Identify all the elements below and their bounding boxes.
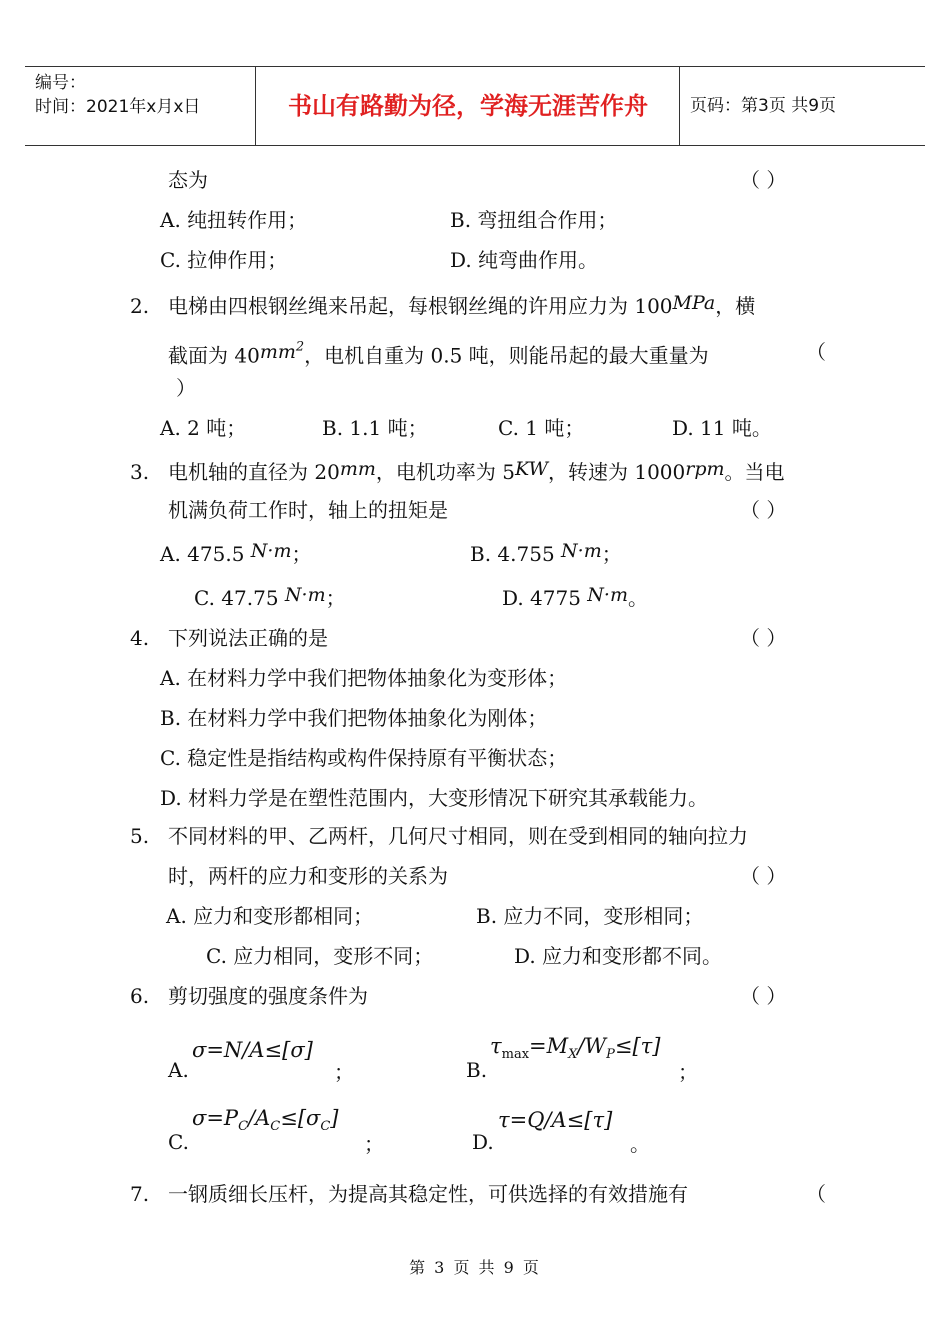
option-value: B. 4.755	[470, 542, 555, 566]
q2-text: ，横	[715, 294, 756, 318]
time-label: 时间：2021年x月x日	[35, 97, 201, 117]
page-header	[25, 66, 925, 146]
q2-option-b: B. 1.1 吨；	[322, 416, 428, 440]
q3-option-b	[470, 540, 622, 569]
q2-unit-mm2	[260, 341, 304, 363]
q1-option-b: B. 弯扭组合作用；	[450, 208, 618, 232]
q1-option-c: C. 拉伸作用；	[160, 248, 288, 272]
unit-text: mm	[259, 341, 296, 364]
q6-separator: ；	[678, 1060, 698, 1084]
q5-line1: 不同材料的甲、乙两杆，几何尺寸相同，则在受到相同的轴向拉力	[168, 824, 748, 848]
q6-separator: ；	[364, 1132, 384, 1156]
q6-option-d-formula: τ=Q/A≤[τ]	[498, 1108, 613, 1132]
q6-answer-paren: （ ）	[740, 984, 787, 1008]
unit-exponent: 2	[295, 340, 305, 355]
header-divider	[679, 67, 680, 145]
q4-option-c: C. 稳定性是指结构或构件保持原有平衡状态；	[160, 746, 568, 770]
separator: ；	[601, 542, 622, 566]
q4-option-a: A. 在材料力学中我们把物体抽象化为变形体；	[160, 666, 568, 690]
option-value: A. 475.5	[160, 542, 245, 566]
q5-option-d: D. 应力和变形都不同。	[514, 944, 723, 968]
q2-text: ，电机自重为 0.5 吨，则能吊起的最大重量为	[304, 343, 709, 368]
q2-line2	[168, 338, 709, 370]
q7-number: 7.	[130, 1182, 150, 1206]
header-page-label: 页码：第3页 共9页	[690, 96, 837, 116]
unit-nm: N·m	[250, 540, 292, 562]
q6-option-c-label: C.	[168, 1130, 189, 1154]
q3-line1	[168, 458, 785, 487]
q3-unit-mm: mm	[339, 458, 376, 480]
q1-stem: 态为	[168, 168, 208, 192]
q6-option-d-label: D.	[472, 1130, 494, 1154]
q6-number: 6.	[130, 984, 150, 1008]
q6-option-a-formula: σ=N/A≤[σ]	[192, 1038, 313, 1062]
q4-option-b: B. 在材料力学中我们把物体抽象化为刚体；	[160, 706, 548, 730]
q5-answer-paren: （ ）	[740, 864, 787, 888]
q3-number: 3.	[130, 460, 150, 484]
q2-option-c: C. 1 吨；	[498, 416, 585, 440]
q6-end-mark: 。	[630, 1132, 650, 1156]
q5-line2: 时，两杆的应力和变形的关系为	[168, 864, 448, 888]
q2-unit-mpa: MPa	[672, 292, 716, 314]
q3-text: ，转速为 1000	[548, 460, 686, 484]
q2-line1	[168, 292, 755, 321]
q3-line2: 机满负荷工作时，轴上的扭矩是	[168, 498, 448, 522]
q2-option-d: D. 11 吨。	[672, 416, 772, 440]
q3-text: ，电机功率为 5	[375, 460, 515, 484]
separator: 。	[627, 586, 648, 610]
option-value: D. 4775	[502, 586, 581, 610]
header-meta	[35, 71, 200, 119]
q3-unit-rpm: rpm	[685, 458, 725, 480]
q1-option-a: A. 纯扭转作用；	[160, 208, 308, 232]
q7-stem: 一钢质细长压杆，为提高其稳定性，可供选择的有效措施有	[168, 1182, 688, 1206]
q2-number: 2.	[130, 294, 150, 318]
page-footer: 第 3 页 共 9 页	[409, 1258, 541, 1277]
q6-option-b-formula: $\tau_{max}=M_X/W_P\le[\tau]$	[490, 1034, 661, 1063]
q2-text: 电梯由四根钢丝绳来吊起，每根钢丝绳的许用应力为 100	[168, 294, 673, 318]
q6-separator: ；	[334, 1060, 354, 1084]
q4-option-d: D. 材料力学是在塑性范围内，大变形情况下研究其承载能力。	[160, 786, 709, 810]
q6-option-c-formula: $\sigma=P_C/A_C\le[\sigma_C]$	[192, 1106, 339, 1135]
q2-option-a: A. 2 吨；	[160, 416, 247, 440]
q3-option-a	[160, 540, 311, 569]
option-value: C. 47.75	[194, 586, 279, 610]
q2-paren-open: （	[806, 340, 826, 364]
q5-option-b: B. 应力不同，变形相同；	[476, 904, 704, 928]
q3-answer-paren: （ ）	[740, 498, 787, 522]
unit-nm: N·m	[561, 540, 602, 562]
q4-number: 4.	[130, 626, 150, 650]
q3-unit-kw: KW	[514, 458, 548, 480]
q5-option-a: A. 应力和变形都相同；	[166, 904, 374, 928]
q6-option-a-label: A.	[168, 1058, 189, 1082]
q3-option-c	[194, 584, 346, 613]
q2-paren-close: ）	[176, 376, 196, 400]
header-motto: 书山有路勤为径，学海无涯苦作舟	[288, 92, 648, 120]
q1-option-d: D. 纯弯曲作用。	[450, 248, 599, 272]
unit-nm: N·m	[587, 584, 628, 606]
q3-text: 。当电	[724, 460, 785, 484]
header-divider	[255, 67, 256, 145]
q2-text: 截面为 40	[168, 343, 260, 368]
q6-stem: 剪切强度的强度条件为	[168, 984, 368, 1008]
q6-option-b-label: B.	[466, 1058, 488, 1082]
q3-option-d	[502, 584, 648, 613]
separator: ；	[325, 586, 346, 610]
q4-answer-paren: （ ）	[740, 626, 787, 650]
q7-paren-open: （	[806, 1182, 826, 1206]
separator: ；	[291, 542, 312, 566]
unit-nm: N·m	[284, 584, 326, 606]
number-label: 编号：	[35, 73, 86, 93]
q3-text: 电机轴的直径为 20	[168, 460, 340, 484]
q1-answer-paren: （ ）	[740, 168, 787, 192]
q4-stem: 下列说法正确的是	[168, 626, 328, 650]
q5-option-c: C. 应力相同，变形不同；	[206, 944, 434, 968]
q5-number: 5.	[130, 824, 150, 848]
